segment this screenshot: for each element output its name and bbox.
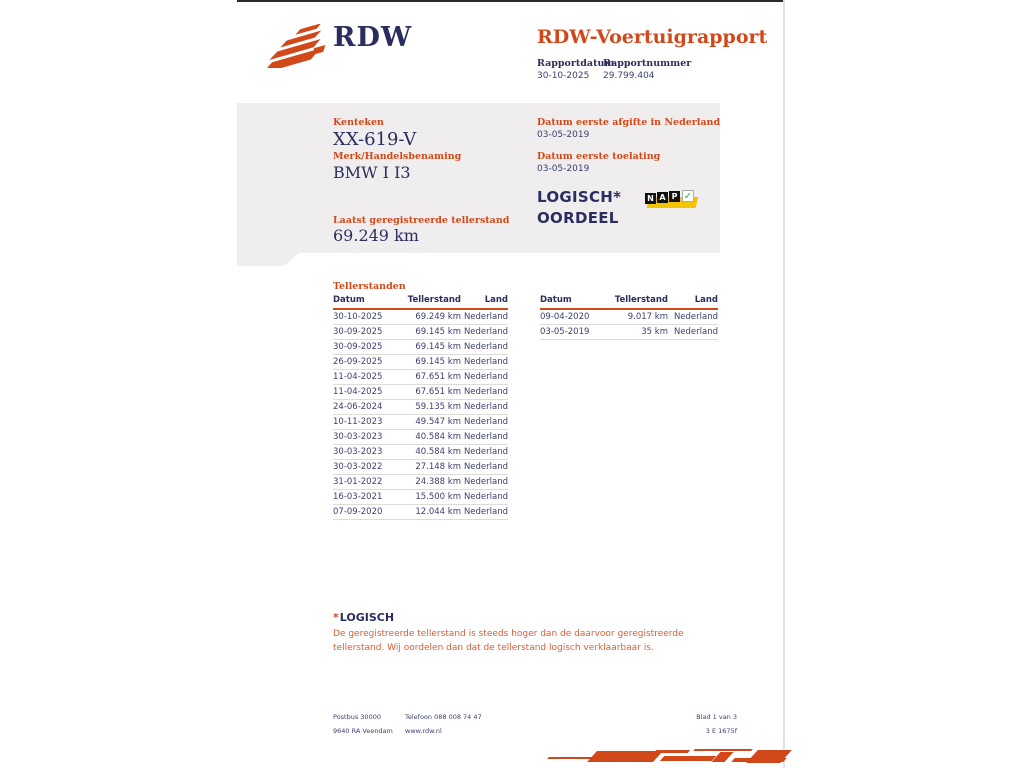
- top-rule: [237, 0, 783, 2]
- table-cell: Nederland: [463, 312, 508, 322]
- table-cell: 69.249 km: [415, 312, 461, 322]
- toelating-label: Datum eerste toelating: [537, 151, 661, 162]
- logisch-asterisk: *: [333, 611, 339, 624]
- tellerstanden-table-2: [540, 295, 718, 340]
- table-row: [333, 400, 508, 415]
- table-cell: 11-04-2025: [333, 372, 383, 382]
- header-land: Land: [694, 295, 718, 305]
- afgifte-value: 03-05-2019: [537, 130, 590, 140]
- table-cell: 69.145 km: [415, 357, 461, 367]
- section-title-tellerstanden: Tellerstanden: [333, 281, 406, 292]
- toelating-value: 03-05-2019: [537, 164, 590, 174]
- table-row: [333, 460, 508, 475]
- bottom-stripe-icon: [587, 751, 663, 762]
- nap-letter-p: P: [669, 191, 680, 202]
- table-cell: 09-04-2020: [540, 312, 590, 322]
- table-cell: 67.651 km: [415, 387, 461, 397]
- table-cell: 10-11-2023: [333, 417, 383, 427]
- logisch-note-text: De geregistreerde tellerstand is steeds hoger dan de daarvoor geregistreerde tellerstand. Wij oordelen dan dat de tellerstand logisch verklaarbaar is.: [333, 629, 684, 653]
- table-cell: 35 km: [641, 327, 668, 337]
- table-cell: 27.148 km: [415, 462, 461, 472]
- table-cell: 30-10-2025: [333, 312, 383, 322]
- table-row: [333, 370, 508, 385]
- table-cell: 30-03-2023: [333, 447, 383, 457]
- table-cell: 24.388 km: [415, 477, 461, 487]
- page-edge-line: [783, 0, 785, 768]
- table-row: [540, 325, 718, 340]
- bottom-stripe-icon: [654, 750, 691, 753]
- table-cell: Nederland: [463, 327, 508, 337]
- table-row: [333, 355, 508, 370]
- afgifte-label: Datum eerste afgifte in Nederland: [537, 117, 721, 128]
- report-number-label: Rapportnummer: [603, 58, 692, 69]
- table-cell: Nederland: [463, 417, 508, 427]
- header-datum: Datum: [540, 295, 572, 305]
- table-row: [333, 475, 508, 490]
- report-number-value: 29.799.404: [603, 71, 655, 81]
- tellerstand-value: 69.249 km: [333, 226, 419, 245]
- table-row: [333, 490, 508, 505]
- report-date-label: Rapportdatum: [537, 58, 615, 69]
- header-land: Land: [484, 295, 508, 305]
- table-cell: Nederland: [463, 492, 508, 502]
- table-cell: 03-05-2019: [540, 327, 590, 337]
- table-cell: 24-06-2024: [333, 402, 383, 412]
- footer-phone: Telefoon 088 008 74 47: [405, 713, 482, 721]
- table-row: [333, 505, 508, 520]
- oordeel-verdict: [537, 187, 621, 229]
- table-cell: 40.584 km: [415, 447, 461, 457]
- footer-page-indicator: Blad 1 van 3: [696, 713, 737, 721]
- footer-address-line1: Postbus 30000: [333, 713, 381, 721]
- logisch-title: LOGISCH: [339, 611, 395, 624]
- table-cell: Nederland: [463, 357, 508, 367]
- kenteken-value: XX-619-V: [333, 129, 417, 150]
- header-tellerstand: Tellerstand: [614, 295, 668, 305]
- header-datum: Datum: [333, 295, 365, 305]
- table-cell: 31-01-2022: [333, 477, 383, 487]
- table-cell: Nederland: [463, 432, 508, 442]
- table-row: [333, 325, 508, 340]
- table-body: [540, 310, 718, 340]
- table-cell: Nederland: [463, 507, 508, 517]
- table-cell: 07-09-2020: [333, 507, 383, 517]
- table-cell: 67.651 km: [415, 372, 461, 382]
- header-tellerstand: Tellerstand: [407, 295, 461, 305]
- table-cell: 69.145 km: [415, 327, 461, 337]
- merk-value: BMW I I3: [333, 163, 411, 182]
- table-cell: 69.145 km: [415, 342, 461, 352]
- report-date-value: 30-10-2025: [537, 71, 590, 81]
- table-row: [540, 310, 718, 325]
- table-cell: 26-09-2025: [333, 357, 383, 367]
- table-row: [333, 415, 508, 430]
- table-cell: 30-09-2025: [333, 342, 383, 352]
- table-cell: Nederland: [463, 462, 508, 472]
- table-cell: Nederland: [463, 447, 508, 457]
- tellerstand-label: Laatst geregistreerde tellerstand: [333, 215, 510, 226]
- table-cell: 40.584 km: [415, 432, 461, 442]
- table-cell: 12.044 km: [415, 507, 461, 517]
- rdw-logo-text: RDW: [333, 22, 413, 53]
- table-row: [333, 385, 508, 400]
- table-cell: Nederland: [463, 387, 508, 397]
- table-cell: 59.135 km: [415, 402, 461, 412]
- table-cell: Nederland: [673, 327, 718, 337]
- table-row: [333, 430, 508, 445]
- bottom-stripe-icon: [711, 752, 733, 762]
- table-cell: Nederland: [673, 312, 718, 322]
- table-cell: Nederland: [463, 402, 508, 412]
- table-cell: 9.017 km: [627, 312, 668, 322]
- footer-website: www.rdw.nl: [405, 727, 442, 735]
- table-cell: 30-03-2023: [333, 432, 383, 442]
- table-cell: 30-03-2022: [333, 462, 383, 472]
- table-header-row: [333, 295, 508, 310]
- table-row: [333, 310, 508, 325]
- nap-check-icon: ✓: [683, 191, 693, 202]
- tellerstanden-table-1: [333, 295, 508, 520]
- oordeel-line1: LOGISCH*: [537, 188, 622, 206]
- bottom-stripe-icon: [660, 756, 717, 761]
- table-cell: Nederland: [463, 477, 508, 487]
- document-title: RDW-Voertuigrapport: [537, 26, 768, 48]
- merk-label: Merk/Handelsbenaming: [333, 151, 462, 162]
- nap-logo-icon: [645, 189, 699, 213]
- table-row: [333, 445, 508, 460]
- logisch-note-heading: [333, 611, 394, 624]
- kenteken-label: Kenteken: [333, 117, 384, 128]
- table-cell: 49.547 km: [415, 417, 461, 427]
- table-cell: Nederland: [463, 342, 508, 352]
- footer-address-line2: 9640 RA Veendam: [333, 727, 393, 735]
- nap-letter-a: A: [657, 192, 668, 203]
- table-header-row: [540, 295, 718, 310]
- table-body: [333, 310, 508, 520]
- table-cell: 11-04-2025: [333, 387, 383, 397]
- table-cell: 15.500 km: [415, 492, 461, 502]
- table-row: [333, 340, 508, 355]
- bottom-stripe-icon: [693, 749, 753, 751]
- oordeel-line2: OORDEEL: [537, 209, 619, 227]
- nap-letter-n: N: [645, 193, 656, 204]
- summary-card-tab: [237, 253, 299, 266]
- table-cell: 16-03-2021: [333, 492, 383, 502]
- table-cell: 30-09-2025: [333, 327, 383, 337]
- table-cell: Nederland: [463, 372, 508, 382]
- footer-form-code: 3 E 1675f: [705, 727, 737, 735]
